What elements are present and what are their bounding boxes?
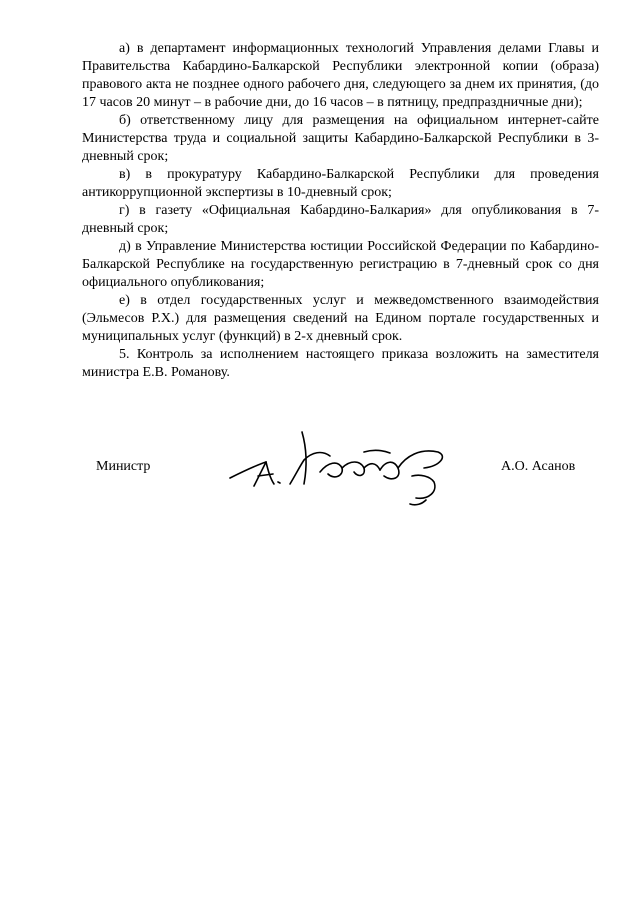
paragraph-d: д) в Управление Министерства юстиции Российской Федерации по Кабардино-Балкарской Республике на государственную регистрацию в 7-дневный срок со дня официального опубликования;: [82, 239, 599, 290]
paragraph-g: г) в газету «Официальная Кабардино-Балкария» для опубликования в 7-дневный срок;: [82, 203, 599, 236]
paragraph-e: е) в отдел государственных услуг и межведомственного взаимодействия (Эльмесов Р.Х.) для размещения сведений на Едином портале государственных и муниципальных услуг (функций) в 2-х дневный срок.: [82, 293, 599, 344]
signatory-name: А.О. Асанов: [501, 459, 576, 474]
signatory-position: Министр: [96, 459, 151, 474]
paragraph-b: б) ответственному лицу для размещения на официальном интернет-сайте Министерства труда и социальной защиты Кабардино-Балкарской Республики в 3-дневный срок;: [82, 113, 599, 164]
paragraph-v: в) в прокуратуру Кабардино-Балкарской Республики для проведения антикоррупционной экспертизы в 10-дневный срок;: [82, 167, 599, 200]
handwritten-signature: [224, 422, 450, 514]
document-body: [82, 40, 599, 382]
paragraph-5: 5. Контроль за исполнением настоящего приказа возложить на заместителя министра Е.В. Романову.: [82, 347, 599, 380]
paragraph-a: а) в департамент информационных технологий Управления делами Главы и Правительства Кабардино-Балкарской Республики электронной копии (образа) правового акта не позднее одного рабочего дня, следующего за днем их принятия, (до 17 часов 20 минут – в рабочие дни, до 16 часов – в пятницу, предпраздничные дни);: [82, 41, 599, 110]
